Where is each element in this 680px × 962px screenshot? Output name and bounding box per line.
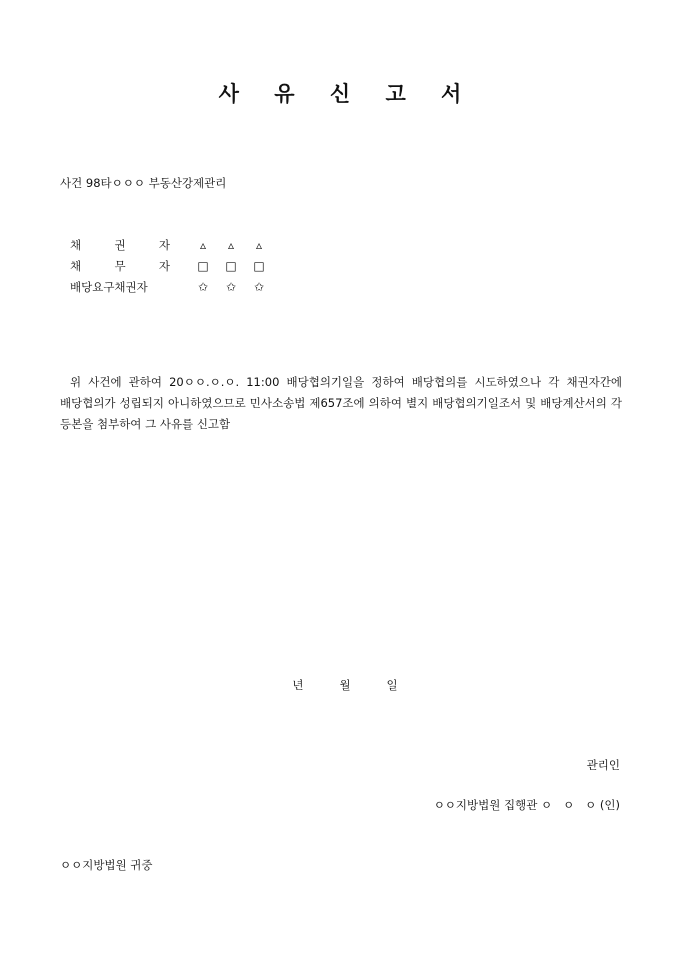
label-char: 채 [70, 258, 82, 273]
star-icon: ✩ [197, 279, 209, 294]
triangle-icon: ▵ [227, 237, 235, 252]
manager-label: 관리인 [586, 758, 620, 772]
label-char: 권 [114, 237, 126, 252]
officer-signature-line: ㅇㅇ지방법원 집행관 ㅇ ㅇ ㅇ (인) [433, 798, 620, 812]
party-row-creditor [70, 234, 266, 255]
label-char: 자 [158, 237, 170, 252]
label-char: 무 [114, 258, 126, 273]
label-char: 자 [158, 258, 170, 273]
label-char: 채 [70, 237, 82, 252]
party-marks-creditor [196, 238, 266, 252]
date-line [0, 677, 680, 693]
party-label-creditor [70, 237, 196, 253]
party-marks-claimant [196, 280, 266, 294]
square-icon: □ [253, 258, 265, 273]
document-title: 사 유 신 고 서 [218, 81, 476, 106]
addressee: ㅇㅇ지방법원 귀중 [60, 858, 153, 872]
case-line: 사건 98타ㅇㅇㅇ 부동산강제관리 [60, 176, 227, 190]
star-icon: ✩ [225, 279, 237, 294]
party-label-claimant [70, 279, 196, 295]
party-marks-debtor [196, 259, 266, 273]
date-month: 월 [339, 678, 351, 692]
date-year: 년 [292, 678, 304, 692]
square-icon: □ [197, 258, 209, 273]
triangle-icon: ▵ [255, 237, 263, 252]
label-text: 배당요구채권자 [70, 279, 148, 294]
star-icon: ✩ [253, 279, 265, 294]
party-row-debtor [70, 255, 266, 276]
party-label-debtor [70, 258, 196, 274]
square-icon: □ [225, 258, 237, 273]
report-body: 위 사건에 관하여 20ㅇㅇ.ㅇ.ㅇ. 11:00 배당협의기일을 정하여 배당협의를 시도하였으나 각 채권자간에 배당협의가 성립되지 아니하였으므로 민사소송법 제657조에 의하여 별지 배당협의기일조서 및 배당계산서의 각 등본을 첨부하여 그 사유를 신고함 [60, 375, 622, 431]
triangle-icon: ▵ [199, 237, 207, 252]
parties-list [70, 234, 266, 297]
party-row-claimant [70, 276, 266, 297]
date-day: 일 [386, 678, 398, 692]
